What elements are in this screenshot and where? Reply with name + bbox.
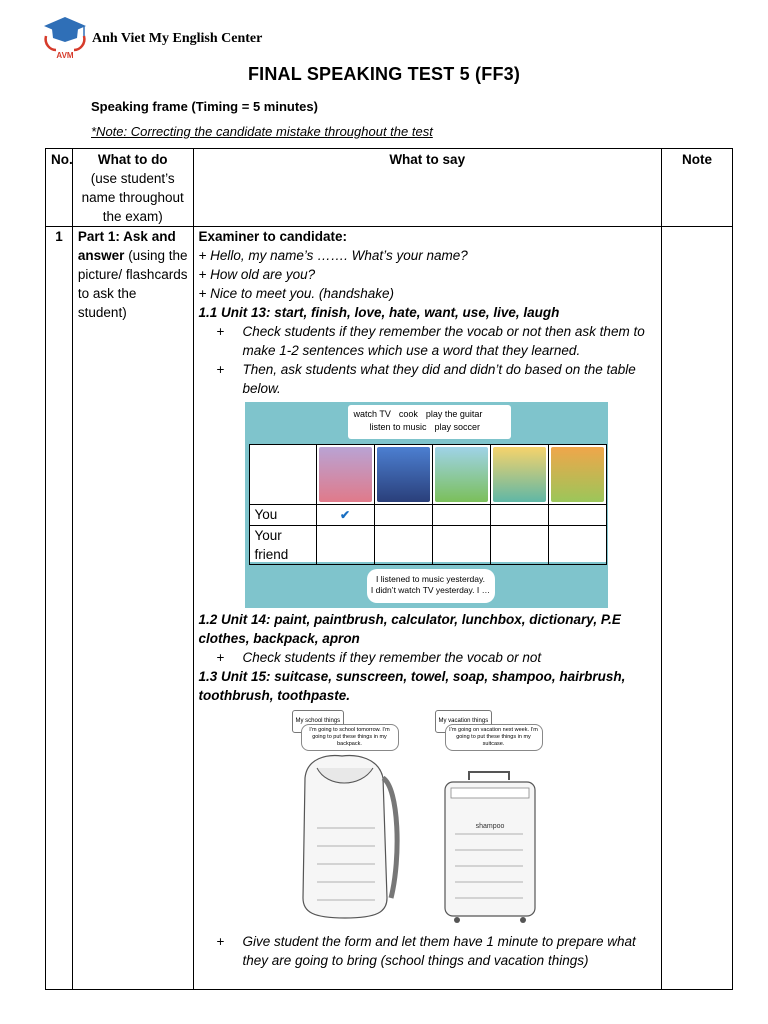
row-you: You	[249, 505, 316, 526]
part-description: (using the picture/ flashcards to ask the student)	[77, 248, 188, 320]
correction-note: *Note: Correcting the candidate mistake throughout the test	[91, 124, 433, 139]
unit-15-heading: 1.3 Unit 15: suitcase, sunscreen, towel, soap, shampoo, hairbrush, toothbrush, toothpaste.	[198, 669, 626, 703]
speech-line: I didn’t watch TV yesterday. I …	[370, 585, 491, 595]
plus-bullet: +	[216, 650, 225, 665]
vacation-things-tag: My vacation things	[435, 710, 493, 733]
bullet-text: Check students if they remember the vocab or not	[242, 650, 542, 665]
word: play soccer	[434, 422, 481, 432]
examiner-intro: Examiner to candidate:	[198, 229, 348, 244]
header-no: No.	[46, 149, 73, 227]
list-item	[217, 322, 656, 360]
word: cook	[398, 409, 418, 419]
header-what-to-say: What to say	[193, 149, 661, 227]
header	[40, 14, 262, 60]
row-what-to-do	[72, 227, 193, 990]
speech-line: I listened to music yesterday.	[376, 574, 485, 584]
list-item	[217, 360, 656, 398]
logo-text: AVM	[56, 51, 74, 60]
row-number: 1	[46, 227, 73, 990]
plus-bullet: +	[216, 324, 225, 339]
speech-bubble	[367, 569, 495, 603]
center-name: Anh Viet My English Center	[92, 31, 263, 46]
word: watch TV	[353, 409, 391, 419]
suitcase-word: shampoo	[475, 823, 504, 830]
soccer-picture	[432, 445, 490, 505]
row-your-friend: Your friend	[249, 526, 316, 565]
test-table	[45, 148, 733, 990]
activity-table-image	[245, 402, 608, 608]
plus-bullet: +	[216, 934, 225, 949]
graduation-cap-logo	[40, 14, 90, 60]
table-row	[46, 227, 733, 990]
school-things-tag: My school things	[292, 710, 345, 733]
greeting-line-3: + Nice to meet you. (handshake)	[198, 286, 394, 301]
vacation-bubble: I’m going on vacation next week. I’m going to put these things in my suitcase.	[445, 724, 543, 751]
row-note	[661, 227, 732, 990]
unit-13-heading: 1.1 Unit 13: start, finish, love, hate, want, use, live, laugh	[198, 305, 560, 320]
row-what-to-say	[193, 227, 661, 990]
header-do-title: What to do	[97, 152, 168, 167]
page-title: FINAL SPEAKING TEST 5 (FF3)	[247, 64, 521, 84]
unit-14-heading: 1.2 Unit 14: paint, paintbrush, calculator, lunchbox, dictionary, P.E clothes, backpack, apron	[198, 612, 621, 646]
part-title: Part 1: Ask and answer	[77, 229, 176, 263]
greeting-line-2: + How old are you?	[198, 267, 316, 282]
list-item	[217, 932, 656, 970]
speaking-frame: Speaking frame (Timing = 5 minutes)	[91, 99, 318, 114]
header-what-to-do	[72, 149, 193, 227]
activity-grid	[249, 444, 607, 562]
greeting-line-1: + Hello, my name’s ……. What’s your name?	[198, 248, 468, 263]
cook-picture	[490, 445, 548, 505]
checkmark-icon: ✔	[339, 508, 351, 522]
school-vacation-things-image	[287, 708, 557, 926]
school-bubble: I’m going to school tomorrow. I’m going to put these things in my backpack.	[301, 724, 399, 751]
table-header-row	[46, 149, 733, 227]
word: listen to music	[369, 422, 427, 432]
bullet-text: Check students if they remember the vocab or not then ask them to make 1-2 sentences which use a word that they learned.	[242, 324, 645, 358]
word-box	[348, 405, 511, 439]
music-picture	[316, 445, 374, 505]
bullet-text: Then, ask students what they did and didn’t do based on the table below.	[242, 362, 636, 396]
header-do-sub: (use student’s name throughout the exam)	[81, 171, 184, 224]
plus-bullet: +	[216, 362, 225, 377]
header-note: Note	[661, 149, 732, 227]
backpack-suitcase-drawing	[287, 708, 557, 926]
guitar-picture	[548, 445, 606, 505]
tv-picture	[374, 445, 432, 505]
word: play the guitar	[425, 409, 483, 419]
bullet-text: Give student the form and let them have 1 minute to prepare what they are going to bring (school things and vacation things)	[242, 934, 636, 968]
list-item	[217, 648, 656, 667]
